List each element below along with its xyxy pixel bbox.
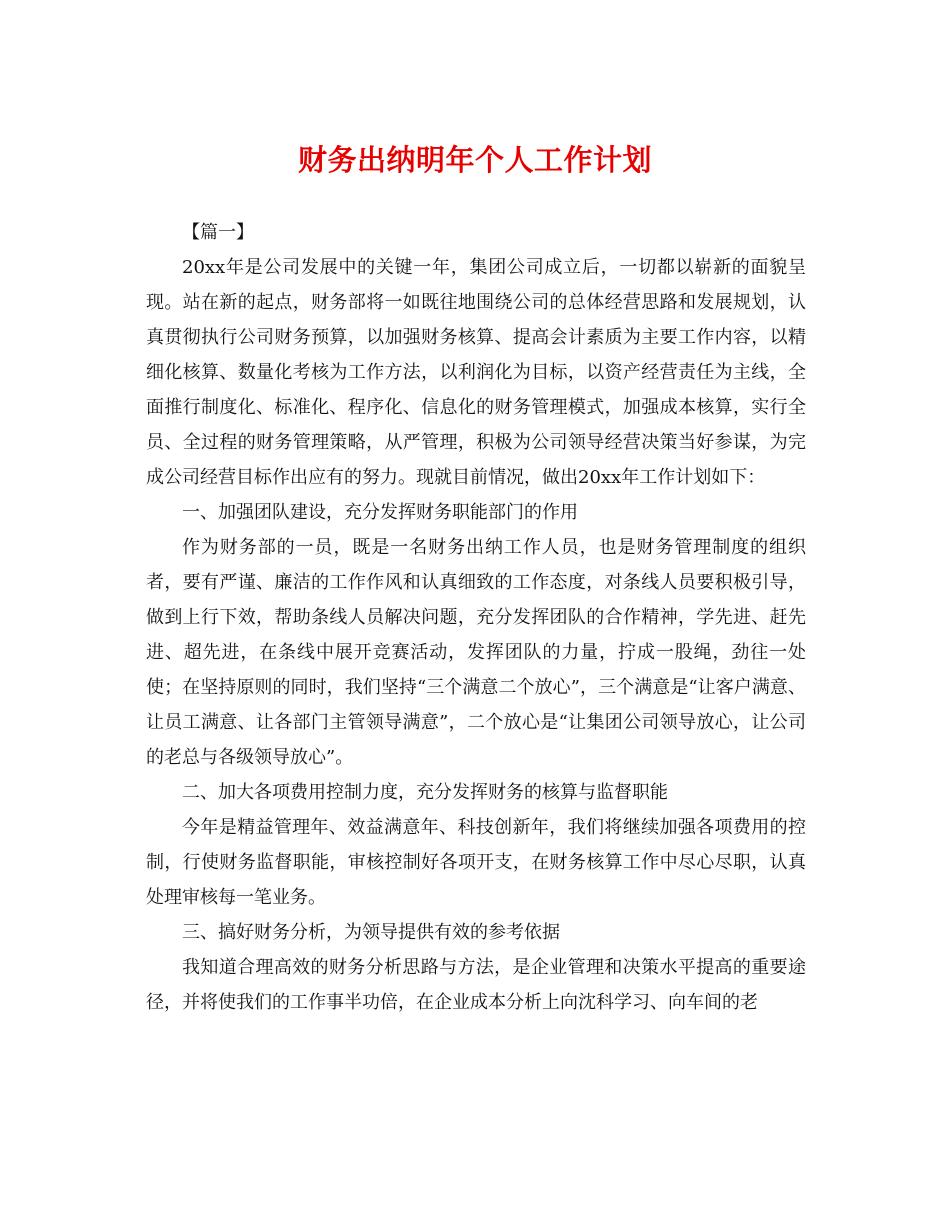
section-heading-1: 一、加强团队建设，充分发挥财务职能部门的作用: [182, 502, 578, 523]
document-body: [146, 215, 806, 1020]
section-heading-2: 二、加大各项费用控制力度，充分发挥财务的核算与监督职能: [182, 782, 668, 803]
section-heading-3: 三、搞好财务分析，为领导提供有效的参考依据: [182, 922, 560, 943]
section-heading-part-one: 【篇一】: [182, 222, 254, 243]
intro-paragraph: 20xx年是公司发展中的关键一年，集团公司成立后，一切都以崭新的面貌呈现。站在新的起点，财务部将一如既往地围绕公司的总体经营思路和发展规划，认真贯彻执行公司财务预算，以加强财务核算、提高会计素质为主要工作内容，以精细化核算、数量化考核为工作方法，以利润化为目标，以资产经营责任为主线，全面推行制度化、标准化、程序化、信息化的财务管理模式，加强成本核算，实行全员、全过程的财务管理策略，从严管理，积极为公司领导经营决策当好参谋，为完成公司经营目标作出应有的努力。现就目前情况，做出20xx年工作计划如下：: [146, 257, 806, 488]
document-title: 财务出纳明年个人工作计划: [297, 143, 652, 177]
section-paragraph-2: 今年是精益管理年、效益满意年、科技创新年，我们将继续加强各项费用的控制，行使财务监督职能，审核控制好各项开支，在财务核算工作中尽心尽职，认真处理审核每一笔业务。: [146, 817, 806, 908]
section-paragraph-1: 作为财务部的一员，既是一名财务出纳工作人员，也是财务管理制度的组织者，要有严谨、廉洁的工作作风和认真细致的工作态度，对条线人员要积极引导，做到上行下效，帮助条线人员解决问题，充分发挥团队的合作精神，学先进、赶先进、超先进，在条线中展开竞赛活动，发挥团队的力量，拧成一股绳，劲往一处使；在坚持原则的同时，我们坚持“三个满意二个放心”，三个满意是“让客户满意、让员工满意、让各部门主管领导满意”，二个放心是“让集团公司领导放心，让公司的老总与各级领导放心”。: [146, 537, 806, 768]
section-paragraph-3: 我知道合理高效的财务分析思路与方法，是企业管理和决策水平提高的重要途径，并将使我们的工作事半功倍，在企业成本分析上向沈科学习、向车间的老: [146, 957, 806, 1013]
